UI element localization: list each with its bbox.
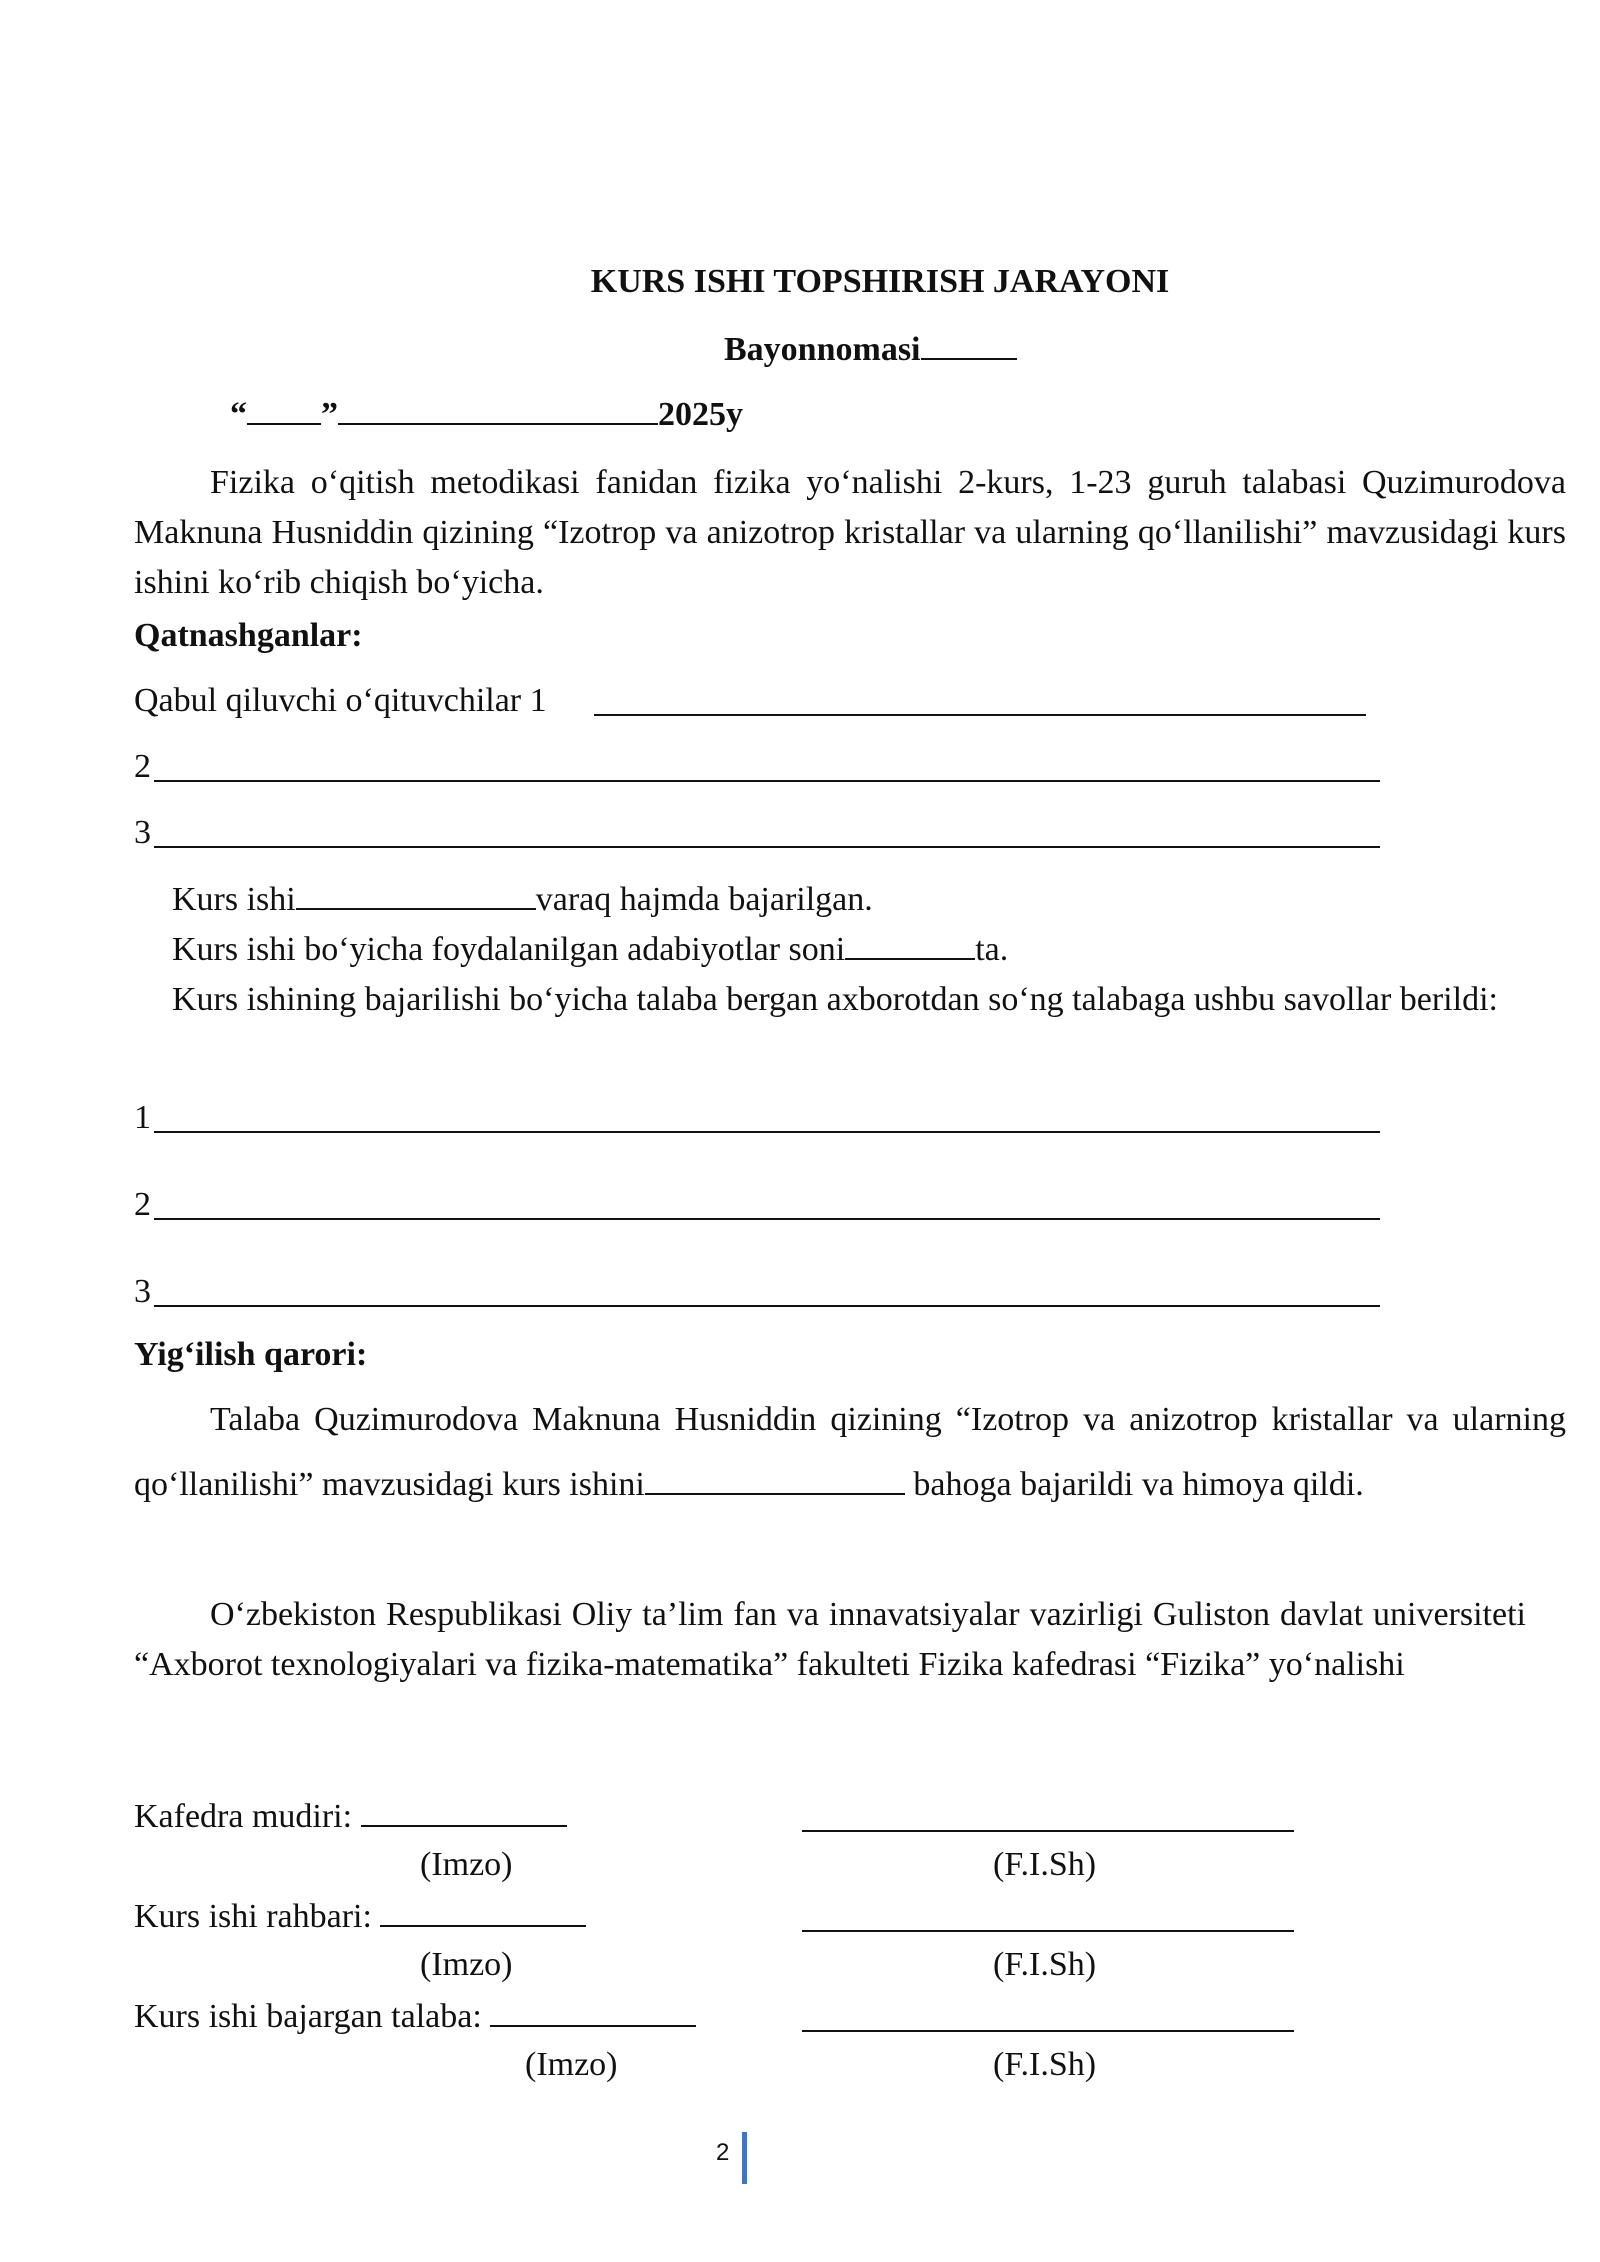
signature-imzo-label: (Imzo) bbox=[420, 1846, 513, 1883]
university-paragraph: O‘zbekiston Respublikasi Oliy ta’lim fan va innavatsiyalar vazirligi Guliston davlat universiteti “Axborot texnologiyalari va fizika-matematika” fakulteti Fizika kafedrasi “Fizika” yo‘nalishi bbox=[134, 1596, 1526, 1683]
literature-line bbox=[172, 928, 1008, 970]
literature-prefix: Kurs ishi bo‘yicha foydalanilgan adabiyotlar soni bbox=[172, 931, 846, 968]
pages-suffix: varaq hajmda bajarilgan. bbox=[535, 881, 873, 918]
document-title: KURS ISHI TOPSHIRISH JARAYONI bbox=[590, 263, 1170, 300]
page-number: 2 bbox=[716, 2139, 730, 2166]
participants-heading: Qatnashganlar: bbox=[134, 617, 363, 654]
question-1-line bbox=[154, 1131, 1380, 1133]
literature-suffix: ta. bbox=[975, 931, 1009, 968]
decision-text-2: bahoga bajarildi va himoya qildi. bbox=[913, 1466, 1364, 1503]
signature-imzo-label: (Imzo) bbox=[420, 1946, 513, 1983]
teacher-2-number: 2 bbox=[134, 748, 151, 785]
question-1-number: 1 bbox=[134, 1099, 151, 1136]
signature-imzo-blank bbox=[361, 1795, 567, 1827]
signature-role: Kurs ishi rahbari: bbox=[134, 1898, 372, 1935]
signature-role: Kurs ishi bajargan talaba: bbox=[134, 1998, 482, 2035]
signature-fish-label: (F.I.Sh) bbox=[993, 2046, 1097, 2083]
pages-blank bbox=[296, 878, 536, 910]
teacher-1-line bbox=[594, 714, 1366, 716]
grade-blank bbox=[645, 1463, 905, 1495]
decision-paragraph bbox=[134, 1387, 1566, 1517]
questions-paragraph: Kurs ishining bajarilishi bo‘yicha talaba bergan axborotdan so‘ng talabaga ushbu savollar berildi: bbox=[172, 981, 1498, 1018]
signature-row-student bbox=[134, 1995, 696, 2037]
signature-imzo-blank bbox=[490, 1995, 696, 2027]
question-3-number: 3 bbox=[134, 1273, 151, 1310]
teacher-3-line bbox=[154, 846, 1380, 848]
pages-line bbox=[172, 878, 873, 920]
page-number-bar bbox=[742, 2132, 747, 2184]
month-blank bbox=[338, 393, 658, 425]
signature-fish-line bbox=[802, 1930, 1294, 1932]
decision-text-1: Talaba Quzimurodova Maknuna Husniddin qizining “Izotrop va anizotrop kristallar va ularning qo‘llanilishi” mavzusidagi kurs ishini bbox=[134, 1401, 1566, 1503]
signature-imzo-blank bbox=[380, 1895, 586, 1927]
date-year: 2025y bbox=[658, 396, 743, 433]
decision-heading: Yig‘ilish qarori: bbox=[134, 1336, 368, 1373]
question-2-number: 2 bbox=[134, 1186, 151, 1223]
protocol-number-blank bbox=[921, 328, 1017, 360]
teacher-3-number: 3 bbox=[134, 814, 151, 851]
question-2-line bbox=[154, 1218, 1380, 1220]
literature-blank bbox=[845, 928, 975, 960]
signature-row-head-of-department bbox=[134, 1795, 567, 1837]
teachers-label: Qabul qiluvchi o‘qituvchilar 1 bbox=[134, 682, 547, 719]
pages-prefix: Kurs ishi bbox=[172, 881, 296, 918]
signature-fish-line bbox=[802, 2030, 1294, 2032]
signature-fish-label: (F.I.Sh) bbox=[993, 1946, 1097, 1983]
date-open-quote: “ bbox=[230, 396, 247, 433]
signature-imzo-label: (Imzo) bbox=[525, 2046, 618, 2083]
teacher-2-line bbox=[154, 780, 1380, 782]
day-blank bbox=[247, 393, 321, 425]
signature-fish-label: (F.I.Sh) bbox=[993, 1846, 1097, 1883]
intro-paragraph: Fizika o‘qitish metodikasi fanidan fizika yo‘nalishi 2-kurs, 1-23 guruh talabasi Quzimurodova Maknuna Husniddin qizining “Izotrop va anizotrop kristallar va ularning qo‘llanilishi” mavzusidagi kurs ishini ko‘rib chiqish bo‘yicha. bbox=[134, 464, 1566, 601]
signature-fish-line bbox=[802, 1830, 1294, 1832]
signature-row-supervisor bbox=[134, 1895, 586, 1937]
question-3-line bbox=[154, 1305, 1380, 1307]
signature-role: Kafedra mudiri: bbox=[134, 1798, 353, 1835]
protocol-subtitle bbox=[724, 328, 1017, 370]
date-line bbox=[230, 393, 743, 435]
subtitle-text: Bayonnomasi bbox=[724, 331, 921, 368]
date-close-quote: ” bbox=[321, 396, 338, 433]
